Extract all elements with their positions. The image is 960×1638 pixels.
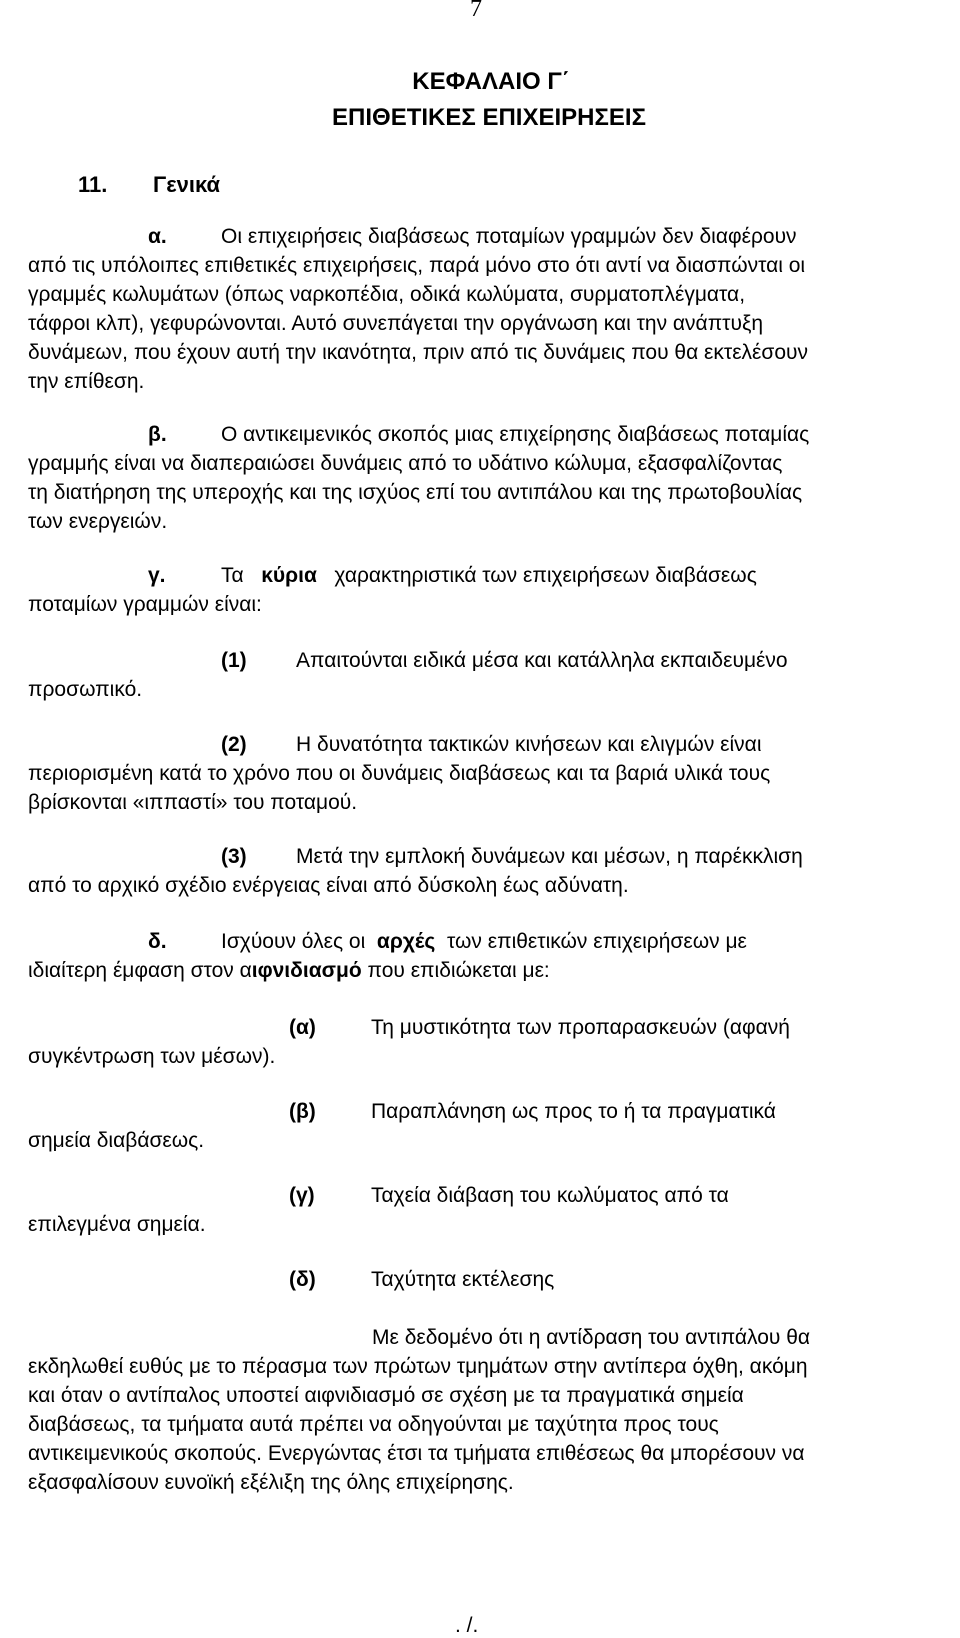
paragraph-line — [28, 956, 960, 985]
list-item — [28, 842, 960, 900]
paragraph-line — [28, 1265, 960, 1294]
paragraph-line: τάφροι κλπ), γεφυρώνονται. Αυτό συνεπάγεται την οργάνωση και την ανάπτυξη — [28, 312, 764, 335]
paragraph-line: περιορισμένη κατά το χρόνο που οι δυνάμεις διαβάσεως και τα βαριά υλικά τους — [28, 762, 771, 785]
emphasis-text: αρχές — [376, 930, 436, 953]
paragraph-line: από το αρχικό σχέδιο ενέργειας είναι από δύσκολη έως αδύνατη. — [28, 874, 629, 897]
paragraph-line — [28, 730, 960, 759]
item-label: (γ) — [289, 1184, 315, 1207]
paragraph-line — [28, 842, 960, 871]
item-text: Ταχεία διάβαση του κωλύματος από τα — [371, 1184, 729, 1207]
item-label: (1) — [221, 649, 247, 672]
paragraph-line: συγκέντρωση των μέσων). — [28, 1045, 276, 1068]
item-label: (α) — [289, 1016, 316, 1039]
paragraph-line: αντικειμενικούς σκοπούς. Ενεργώντας έτσι τα τμήματα επιθέσεως θα μπορέσουν να — [28, 1442, 805, 1465]
section-title: Γενικά — [153, 172, 221, 197]
paragraph-text: Ισχύουν όλες οι — [221, 930, 366, 953]
paragraph-text: Ο αντικειμενικός σκοπός μιας επιχείρησης διαβάσεως ποταμίας — [221, 423, 810, 446]
emphasis-text: κύρια — [261, 564, 317, 587]
paragraph-line: την επίθεση. — [28, 370, 145, 393]
list-item — [28, 1265, 960, 1294]
paragraph-line: δυνάμεων, που έχουν αυτή την ικανότητα, πριν από τις δυνάμεις που θα εκτελέσουν — [28, 341, 809, 364]
emphasis-text: ιφνιδιασμό — [251, 959, 362, 982]
paragraph-text: Τα — [221, 564, 244, 587]
paragraph-label: δ. — [148, 930, 167, 953]
section-number: 11. — [78, 172, 108, 197]
list-item — [28, 730, 960, 817]
paragraph-line — [28, 1181, 960, 1210]
paragraph-line: επιλεγμένα σημεία. — [28, 1213, 206, 1236]
paragraph-b — [28, 420, 960, 536]
paragraph-line: εκδηλωθεί ευθύς με το πέρασμα των πρώτων τμημάτων στην αντίπερα όχθη, ακόμη — [28, 1355, 808, 1378]
paragraph-line — [28, 1323, 960, 1352]
item-label: (2) — [221, 733, 247, 756]
item-text: Η δυνατότητα τακτικών κινήσεων και ελιγμών είναι — [296, 733, 762, 756]
section-heading — [78, 172, 220, 198]
paragraph-label: γ. — [148, 564, 166, 587]
item-text: Μετά την εμπλοκή δυνάμεων και μέσων, η παρέκκλιση — [296, 845, 803, 868]
paragraph-label: α. — [148, 225, 167, 248]
paragraph-line: σημεία διαβάσεως. — [28, 1129, 205, 1152]
paragraph-text: των επιθετικών επιχειρήσεων με — [446, 930, 747, 953]
paragraph-line — [28, 1097, 960, 1126]
item-label: (δ) — [289, 1268, 316, 1291]
paragraph-label: β. — [148, 423, 167, 446]
paragraph-text: Με δεδομένο ότι η αντίδραση του αντιπάλου θα — [372, 1326, 811, 1349]
list-item — [28, 646, 960, 704]
paragraph-text: χαρακτηριστικά των επιχειρήσεων διαβάσεως — [334, 564, 757, 587]
paragraph-c — [28, 561, 960, 619]
page-continuation-mark: . /. — [455, 1614, 479, 1637]
paragraph-d — [28, 927, 960, 985]
paragraph-text: ιδιαίτερη έμφαση στον α — [28, 959, 252, 982]
paragraph-line — [28, 646, 960, 675]
paragraph-a — [28, 222, 960, 396]
paragraph-line — [28, 561, 960, 590]
page-number: 7 — [470, 0, 482, 22]
chapter-title: ΚΕΦΑΛΑΙΟ Γ΄ — [412, 68, 570, 95]
paragraph-line: προσωπικό. — [28, 678, 143, 701]
paragraph-text: Οι επιχειρήσεις διαβάσεως ποταμίων γραμμών δεν διαφέρουν — [221, 225, 797, 248]
paragraph-line: βρίσκονται «ιππαστί» του ποταμού. — [28, 791, 358, 814]
paragraph-line: και όταν ο αντίπαλος υποστεί αιφνιδιασμό σε σχέση με τα πραγματικά σημεία — [28, 1384, 744, 1407]
paragraph-line: τη διατήρηση της υπεροχής και της ισχύος επί του αντιπάλου και της πρωτοβουλίας — [28, 481, 803, 504]
paragraph-line — [28, 927, 960, 956]
item-label: (β) — [289, 1100, 316, 1123]
item-text: Τη μυστικότητα των προπαρασκευών (αφανή — [371, 1016, 790, 1039]
paragraph-line: διαβάσεως, τα τμήματα αυτά πρέπει να οδηγούνται με ταχύτητα προς τους — [28, 1413, 719, 1436]
paragraph-line: των ενεργειών. — [28, 510, 168, 533]
closing-paragraph — [28, 1323, 960, 1497]
paragraph-line: εξασφαλίσουν ευνοϊκή εξέλιξη της όλης επιχείρησης. — [28, 1471, 514, 1494]
paragraph-line — [28, 222, 960, 251]
item-text: Ταχύτητα εκτέλεσης — [371, 1268, 555, 1291]
paragraph-line: ποταμίων γραμμών είναι: — [28, 593, 262, 616]
paragraph-line: από τις υπόλοιπες επιθετικές επιχειρήσεις, παρά μόνο στο ότι αντί να διασπώνται οι — [28, 254, 806, 277]
list-item — [28, 1013, 960, 1071]
paragraph-text: που επιδιώκεται με: — [361, 959, 550, 982]
paragraph-line: γραμμής είναι να διαπεραιώσει δυνάμεις από το υδάτινο κώλυμα, εξασφαλίζοντας — [28, 452, 783, 475]
paragraph-line — [28, 420, 960, 449]
item-label: (3) — [221, 845, 247, 868]
list-item — [28, 1097, 960, 1155]
paragraph-line: γραμμές κωλυμάτων (όπως ναρκοπέδια, οδικά κωλύματα, συρματοπλέγματα, — [28, 283, 746, 306]
list-item — [28, 1181, 960, 1239]
paragraph-line — [28, 1013, 960, 1042]
item-text: Απαιτούνται ειδικά μέσα και κατάλληλα εκπαιδευμένο — [296, 649, 788, 672]
chapter-subtitle: ΕΠΙΘΕΤΙΚΕΣ ΕΠΙΧΕΙΡΗΣΕΙΣ — [332, 104, 646, 131]
item-text: Παραπλάνηση ως προς το ή τα πραγματικά — [371, 1100, 776, 1123]
